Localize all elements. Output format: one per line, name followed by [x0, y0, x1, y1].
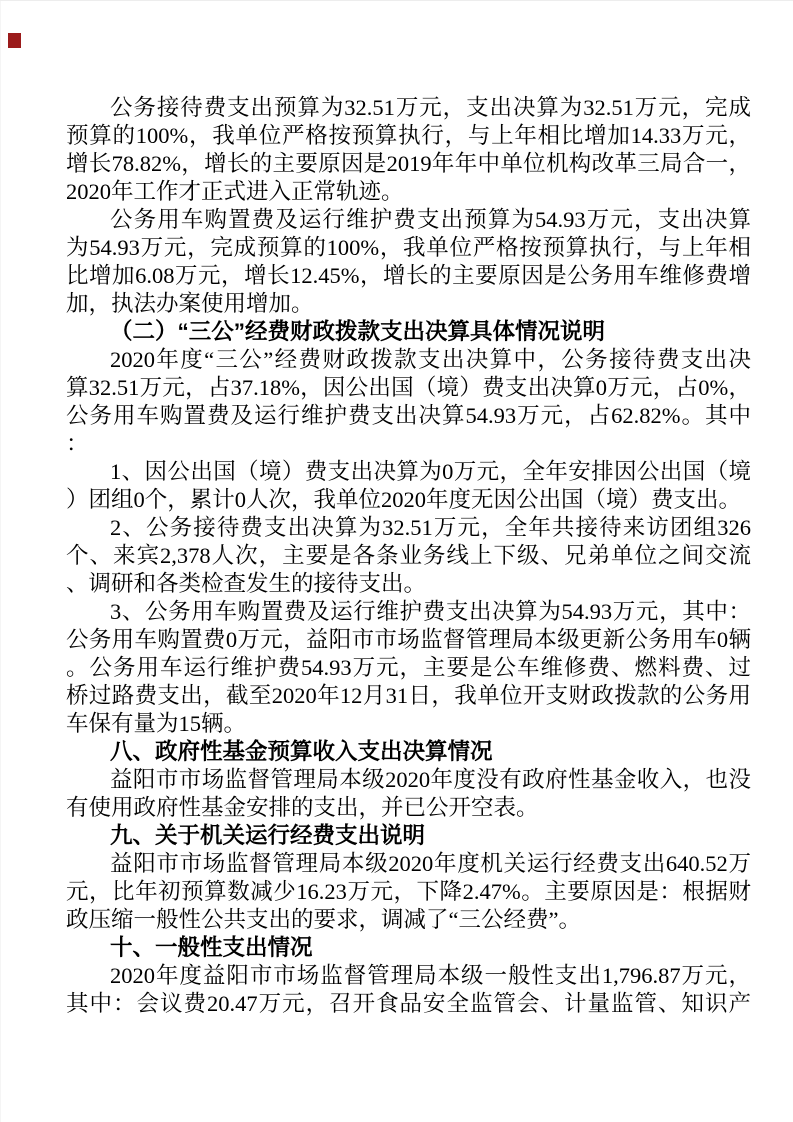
- text-line: 公务用车购置费0万元，益阳市市场监督管理局本级更新公务用车0辆: [66, 627, 751, 652]
- text-line: 2020年工作才正式进入正常轨迹。: [66, 179, 404, 204]
- text-line: 益阳市市场监督管理局本级2020年度没有政府性基金收入，也没: [110, 767, 751, 792]
- text-line: 公务用车购置费及运行维护费支出决算54.93万元，占62.82%。其中: [66, 403, 751, 428]
- corner-red-mark: [8, 33, 21, 48]
- text-line: 益阳市市场监督管理局本级2020年度机关运行经费支出640.52万: [110, 851, 751, 876]
- text-line: 为54.93万元，完成预算的100%，我单位严格按预算执行，与上年相: [66, 235, 751, 260]
- text-line: 、调研和各类检查发生的接待支出。: [66, 571, 427, 596]
- text-line: 加，执法办案使用增加。: [66, 291, 314, 316]
- text-line: 。公务用车运行维护费54.93万元，主要是公车维修费、燃料费、过: [66, 655, 751, 680]
- text-line: 其中：会议费20.47万元，召开食品安全监管会、计量监管、知识产: [66, 991, 751, 1016]
- text-line: 2、公务接待费支出决算为32.51万元，全年共接待来访团组326: [110, 515, 751, 540]
- text-line: ）团组0个，累计0人次，我单位2020年度无因公出国（境）费支出。: [66, 487, 742, 512]
- text-line: 1、因公出国（境）费支出决算为0万元，全年安排因公出国（境: [110, 459, 751, 484]
- text-line: 公务用车购置费及运行维护费支出预算为54.93万元，支出决算: [110, 207, 751, 232]
- text-line: 算32.51万元，占37.18%，因公出国（境）费支出决算0万元，占0%，: [66, 375, 751, 400]
- text-line: 公务接待费支出预算为32.51万元，支出决算为32.51万元，完成: [110, 95, 751, 120]
- text-line: 2020年度“三公”经费财政拨款支出决算中，公务接待费支出决: [110, 347, 751, 372]
- text-line: 车保有量为15辆。: [66, 711, 247, 736]
- text-line: 政压缩一般性公共支出的要求，调减了“三公经费”。: [66, 907, 581, 932]
- section-heading: 十、一般性支出情况: [110, 935, 313, 960]
- text-line: 有使用政府性基金安排的支出，并已公开空表。: [66, 795, 539, 820]
- text-line: 2020年度益阳市市场监督管理局本级一般性支出1,796.87万元，: [110, 963, 751, 988]
- text-line: 个、来宾2,378人次，主要是各条业务线上下级、兄弟单位之间交流: [66, 543, 751, 568]
- text-line: 元，比年初预算数减少16.23万元，下降2.47%。主要原因是：根据财: [66, 879, 751, 904]
- text-line: 增长78.82%，增长的主要原因是2019年年中单位机构改革三局合一，: [66, 151, 751, 176]
- text-line: 预算的100%，我单位严格按预算执行，与上年相比增加14.33万元，: [66, 123, 751, 148]
- section-heading: （二）“三公”经费财政拨款支出决算具体情况说明: [110, 319, 606, 344]
- text-line: ：: [66, 431, 89, 456]
- document-text-block: [66, 94, 751, 1018]
- text-line: 比增加6.08万元，增长12.45%，增长的主要原因是公务用车维修费增: [66, 263, 751, 288]
- section-heading: 九、关于机关运行经费支出说明: [110, 823, 426, 848]
- text-line: 桥过路费支出，截至2020年12月31日，我单位开支财政拨款的公务用: [66, 683, 751, 708]
- section-heading: 八、政府性基金预算收入支出决算情况: [110, 739, 493, 764]
- text-line: 3、公务用车购置费及运行维护费支出决算为54.93万元，其中：: [110, 599, 751, 624]
